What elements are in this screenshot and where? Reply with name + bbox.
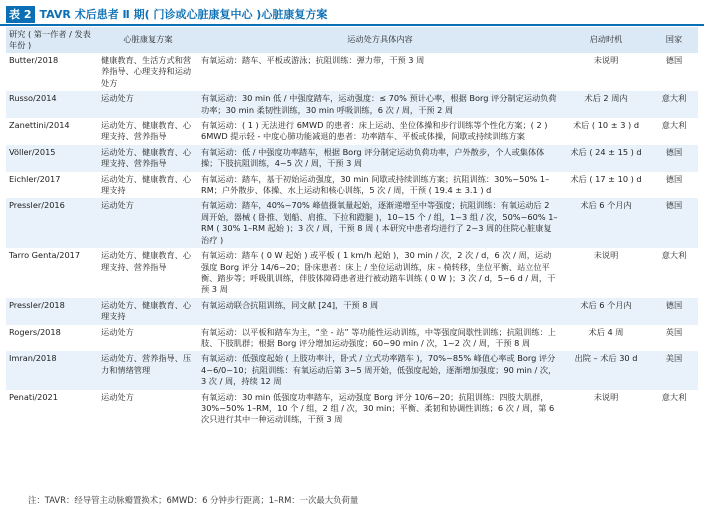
table-row	[6, 248, 698, 298]
table-row	[6, 390, 698, 428]
cell-approach: 运动处方	[98, 198, 198, 248]
cell-study: Eichler/2017	[6, 172, 98, 199]
cell-country: 德国	[650, 145, 698, 172]
cell-study: Penati/2021	[6, 390, 98, 428]
cell-country: 意大利	[650, 118, 698, 145]
cell-study: Butter/2018	[6, 53, 98, 91]
cell-approach: 运动处方、健康教育、心理支持	[98, 172, 198, 199]
cell-country: 英国	[650, 325, 698, 352]
table-footnote: 注：TAVR：经导管主动脉瓣置换术；6MWD：6 分钟步行距离；1–RM：一次最大负荷量	[28, 495, 359, 505]
header-approach: 心脏康复方案	[98, 27, 198, 53]
caption-divider	[0, 24, 704, 26]
table-row	[6, 53, 698, 91]
cell-content: 有氧运动：30 min 低强度功率踏车，运动强度 Borg 评分 10/6~20；抗阻训练：四肢大肌群，30%~50% 1–RM，10 个 / 组，2 组 / 次，30 min；平衡、柔韧和协调性训练；6 次 / 周，第 6 次只进行其中一种运动训练，干预 3 周	[198, 390, 562, 428]
table-row	[6, 325, 698, 352]
cell-content: 有氧运动：低 / 中强度功率踏车，根据 Borg 评分制定运动负荷功率，户外散步，个人或集体体操；下肢抗阻训练，4~5 次 / 周，干预 3 周	[198, 145, 562, 172]
cell-approach: 运动处方、健康教育、心理支持、营养指导	[98, 248, 198, 298]
cell-study: Zanettini/2014	[6, 118, 98, 145]
cell-country: 德国	[650, 298, 698, 325]
table-row	[6, 198, 698, 248]
header-study: 研究 ( 第一作者 / 发表年份 )	[6, 27, 98, 53]
cell-country: 德国	[650, 172, 698, 199]
cell-study: Völler/2015	[6, 145, 98, 172]
table-row	[6, 172, 698, 199]
cell-approach: 运动处方、营养指导、压力和情绪管理	[98, 351, 198, 389]
table-row	[6, 118, 698, 145]
cell-timing: 术后 6 个月内	[562, 298, 650, 325]
table-row	[6, 145, 698, 172]
cell-country: 美国	[650, 351, 698, 389]
cell-content: 有氧运动：低强度起始 ( 上肢功率计，卧式 / 立式功率踏车 )，70%~85% 峰值心率或 Borg 评分 4~6/0~10；抗阻训练：有氧运动后第 3~5 周开始，低强度起始，逐渐增加强度；90 min / 次，3 次 / 周，持续 12 周	[198, 351, 562, 389]
cell-content: 有氧运动联合抗阻训练，同文献 [24]，干预 8 周	[198, 298, 562, 325]
table-caption	[6, 5, 327, 23]
cell-timing: 未说明	[562, 53, 650, 91]
header-content: 运动处方具体内容	[198, 27, 562, 53]
cell-timing: 术后 ( 24 ± 15 ) d	[562, 145, 650, 172]
cell-country: 意大利	[650, 248, 698, 298]
cell-content: 有氧运动：踏车 ( 0 W 起始 ) 或平板 ( 1 km/h 起始 )，30 min / 次，2 次 / d，6 次 / 周，运动强度 Borg 评分 14/6~20；卧床患者：床上 / 坐位运动训练，床 - 椅转移，坐位平衡、站立位平衡、踏步等；呼吸肌训练，伴肢体障碍患者进行被动踏车训练 ( 0 W )；3 次 / d，5~6 d / 周，干预 3 周	[198, 248, 562, 298]
cell-approach: 运动处方	[98, 390, 198, 428]
cell-approach: 健康教育、生活方式和营养指导、心理支持和运动处方	[98, 53, 198, 91]
table-title: TAVR 术后患者 Ⅱ 期( 门诊或心脏康复中心 )心脏康复方案	[39, 8, 328, 21]
table-header-row	[6, 27, 698, 53]
cell-approach: 运动处方	[98, 325, 198, 352]
cell-content: 有氧运动：( 1 ) 无法进行 6MWD 的患者：床上运动、坐位体操和步行训练等个性化方案；( 2 ) 6MWD 提示轻 - 中度心肺功能减退的患者：功率踏车、平板或体操，间歇或持续训练方案	[198, 118, 562, 145]
cell-study: Pressler/2016	[6, 198, 98, 248]
table-body	[6, 53, 698, 428]
cell-approach: 运动处方、健康教育、心理支持、营养指导	[98, 145, 198, 172]
cell-timing: 术后 6 个月内	[562, 198, 650, 248]
cell-approach: 运动处方	[98, 91, 198, 118]
cell-country: 德国	[650, 53, 698, 91]
cell-timing: 术后 ( 10 ± 3 ) d	[562, 118, 650, 145]
rehab-protocol-table	[6, 27, 698, 428]
cell-content: 有氧运动：踏车、平板或游泳；抗阻训练：弹力带，干预 3 周	[198, 53, 562, 91]
cell-content: 有氧运动：踏车，基于初始运动强度，30 min 间歇或持续训练方案；抗阻训练：30%~50% 1–RM；户外散步、体操、水上运动和核心训练，5 次 / 周，干预 ( 19.4 ± 3.1 ) d	[198, 172, 562, 199]
cell-timing: 术后 ( 17 ± 10 ) d	[562, 172, 650, 199]
cell-study: Tarro Genta/2017	[6, 248, 98, 298]
cell-study: Russo/2014	[6, 91, 98, 118]
cell-country: 意大利	[650, 390, 698, 428]
cell-timing: 未说明	[562, 248, 650, 298]
table-row	[6, 298, 698, 325]
cell-study: Rogers/2018	[6, 325, 98, 352]
table-number-tag: 表 2	[6, 6, 35, 23]
cell-content: 有氧运动：以平板和踏车为主，“坐 - 站” 等功能性运动训练，中等强度间歇性训练；抗阻训练：上肢、下肢肌群；根据 Borg 评分增加运动强度；60~90 min / 次，1~2 次 / 周，干预 8 周	[198, 325, 562, 352]
header-timing: 启动时机	[562, 27, 650, 53]
table-row	[6, 91, 698, 118]
cell-timing: 术后 2 周内	[562, 91, 650, 118]
cell-content: 有氧运动：30 min 低 / 中强度踏车，运动强度：≤ 70% 预计心率，根据 Borg 评分制定运动负荷功率；30 min 柔韧性训练，30 min 呼吸训练，6 次 / 周，干预 2 周	[198, 91, 562, 118]
cell-content: 有氧运动：踏车，40%~70% 峰值摄氧量起始，逐渐递增至中等强度；抗阻训练：有氧运动后 2 周开始，器械 ( 卧推、划船、肩推、下拉和蹬腿 )，10~15 个 / 组，1~3 组 / 次，50%~60% 1–RM ( 30% 1–RM 起始 )；3 次 / 周，干预 8 周 ( 本研究中患者均进行了 2~3 周的住院心脏康复治疗 )	[198, 198, 562, 248]
cell-timing: 术后 4 周	[562, 325, 650, 352]
cell-timing: 未说明	[562, 390, 650, 428]
header-country: 国家	[650, 27, 698, 53]
cell-timing: 出院 – 术后 30 d	[562, 351, 650, 389]
table-row	[6, 351, 698, 389]
cell-study: Pressler/2018	[6, 298, 98, 325]
cell-country: 德国	[650, 198, 698, 248]
cell-approach: 运动处方、健康教育、心理支持	[98, 298, 198, 325]
cell-country: 意大利	[650, 91, 698, 118]
cell-approach: 运动处方、健康教育、心理支持、营养指导	[98, 118, 198, 145]
cell-study: Imran/2018	[6, 351, 98, 389]
